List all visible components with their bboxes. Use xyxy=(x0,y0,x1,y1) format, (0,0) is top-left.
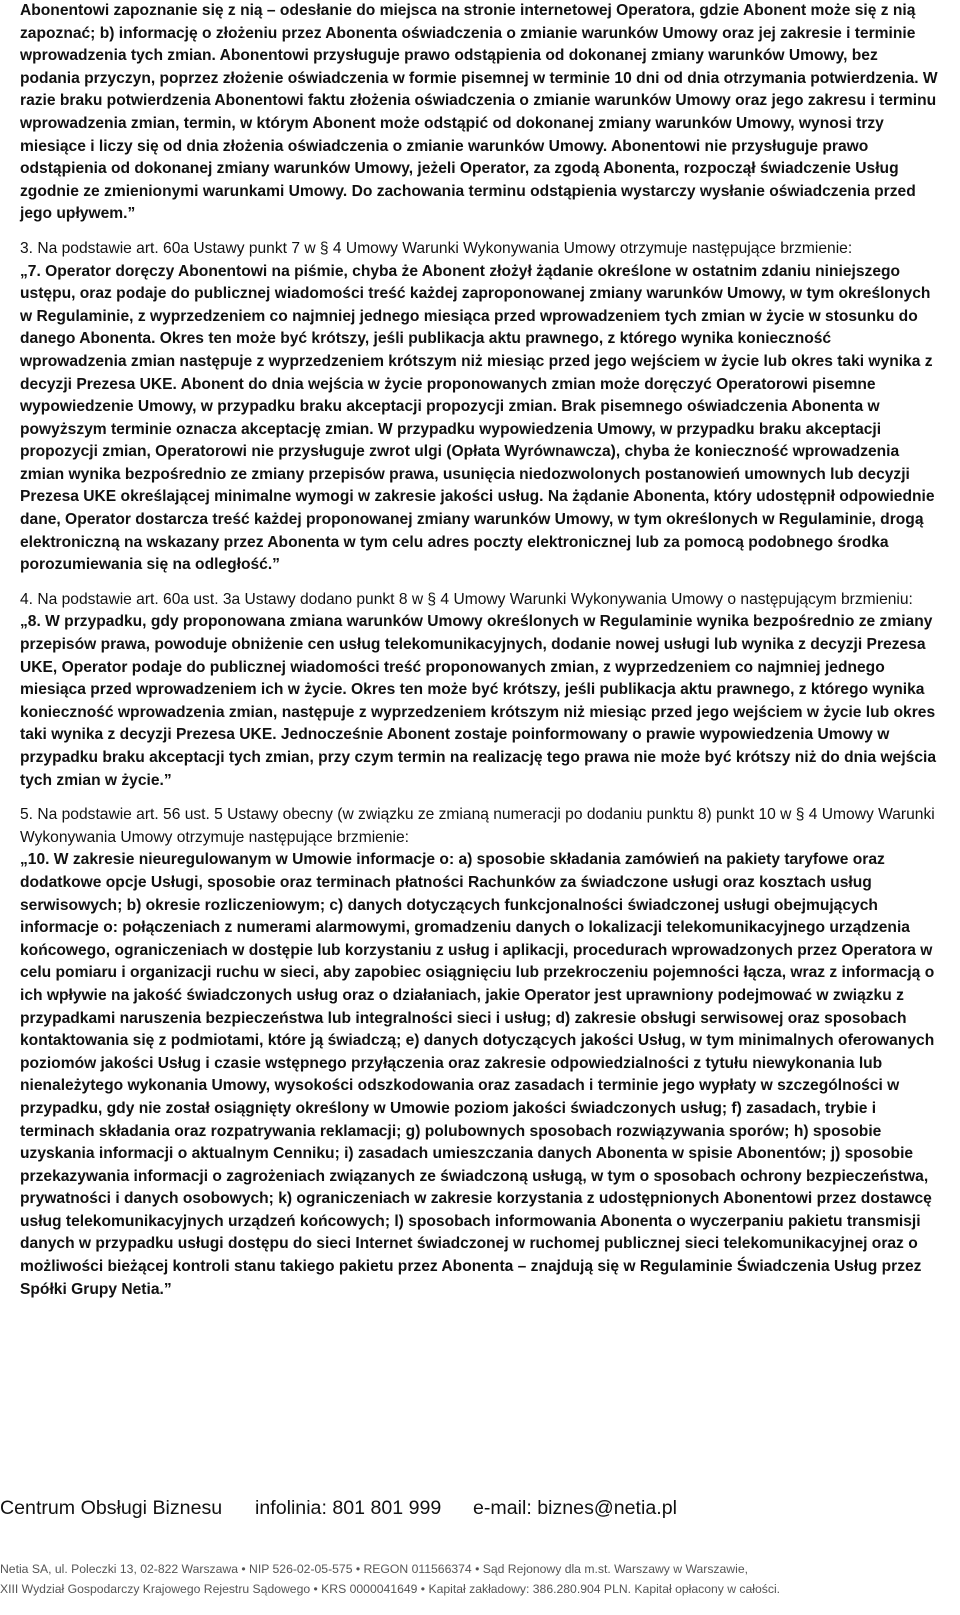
clause-intro xyxy=(20,804,938,849)
clause-body: „8. W przypadku, gdy proponowana zmiana warunków Umowy określonych w Regulaminie wynika bezpośrednio ze zmiany przepisów prawa, powoduje obniżenie cen usług telekomunikacyjnych, dodanie nowej usługi lub wynika z decyzji Prezesa UKE, Operator podaje do publicznej wiadomości treść proponowanych zmian, z wyprzedzeniem co najmniej jednego miesiąca przed wprowadzeniem ich w życie. Okres ten może być krótszy, jeśli publikacja aktu prawnego, z którego wynika konieczność wprowadzenia zmian, następuje z wyprzedzeniem krótszym niż miesiąc przed jego wejściem w życie lub okres taki wynika z decyzji Prezesa UKE. Jednocześnie Abonent zostaje poinformowany o prawie wypowiedzenia Umowy w przypadku braku akceptacji tych zmian, przy czym termin na realizację tego prawa nie może być krótszy niż do dnia wejścia tych zmian w życie.” xyxy=(20,613,937,789)
footer-contact xyxy=(0,1497,960,1520)
clause-body: „10. W zakresie nieuregulowanym w Umowie informacje o: a) sposobie składania zamówień na pakiety taryfowe oraz dodatkowe opcje Usługi, sposobie oraz terminach płatności Rachunków za świadczone usługi oraz kosztach usług serwisowych; b) okresie rozliczeniowym; c) danych dotyczących funkcjonalności świadczonej usługi obejmujących informacje o: połączeniach z numerami alarmowymi, gromadzeniu danych o lokalizacji telekomunikacyjnego urządzenia końcowego, ograniczeniach w dostępie lub korzystaniu z usług i aplikacji, procedurach wprowadzonych przez Operatora w celu pomiaru i organizacji ruchu w sieci, aby zapobiec osiągnięciu lub przekroczeniu pojemności łącza, wraz z informacją o ich wpływie na jakość świadczonych usług oraz o działaniach, jakie Operator jest uprawniony podejmować w związku z przypadkami naruszenia bezpieczeństwa lub integralności sieci i usług; d) zakresie obsługi serwisowej oraz sposobach kontaktowania się z podmiotami, które ją świadczą; e) danych dotyczących jakości Usług, w tym minimalnych oferowanych poziomów jakości Usług i czasie wstępnego przyłączenia oraz zakresie odpowiedzialności z tytułu niewykonania lub nienależytego wykonania Umowy, wysokości odszkodowania oraz zasadach i terminie jego wypłaty w szczególności w przypadku, gdy nie został osiągnięty określony w Umowie poziom jakości świadczonych usług; f) zasadach, trybie i terminach składania oraz rozpatrywania reklamacji; g) polubownych sposobach rozwiązywania sporów; h) sposobie uzyskania informacji o aktualnym Cenniku; i) zasadach umieszczania danych Abonenta w spisie Abonentów; j) sposobie przekazywania informacji o zagrożeniach związanych ze świadczoną usługą, w tym o sposobach ochrony bezpieczeństwa, prywatności i danych osobowych; k) ograniczeniach w zakresie korzystania z udostępnionych Abonentowi przez dostawcę usług telekomunikacyjnych urządzeń końcowych; l) sposobach informowania Abonenta o wyczerpaniu pakietu transmisji danych w przypadku usługi dostępu do sieci Internet świadczonej w ruchomej publicznej sieci telekomunikacyjnej oraz o możliwości bieżącej kontroli stanu takiego pakietu przez Abonenta – znajdują się w Regulaminie Świadczenia Usług przez Spółki Grupy Netia.” xyxy=(20,851,935,1298)
clause-intro-text: Na podstawie art. 60a Ustawy punkt 7 w § 4 Umowy Warunki Wykonywania Umowy otrzymuje następujące brzmienie: xyxy=(37,239,853,257)
footer-email: e-mail: biznes@netia.pl xyxy=(473,1497,677,1519)
clause-number: 5. xyxy=(20,806,34,824)
footer-hotline: infolinia: 801 801 999 xyxy=(255,1497,442,1519)
footer-center-name: Centrum Obsługi Biznesu xyxy=(0,1497,223,1519)
continuation-paragraph: Abonentowi zapoznanie się z nią – odesłanie do miejsca na stronie internetowej Operatora, gdzie Abonent może się z nią zapoznać; b) informację o złożeniu przez Abonenta oświadczenia o zmianie warunków Umowy oraz jej zakresie i terminie wprowadzenia tych zmian. Abonentowi przysługuje prawo odstąpienia od dokonanej zmiany warunków Umowy, bez podania przyczyn, poprzez złożenie oświadczenia w formie pisemnej w terminie 10 dni od dnia otrzymania potwierdzenia. W razie braku potwierdzenia Abonentowi faktu złożenia oświadczenia o zmianie warunków Umowy oraz jego zakresu i terminu wprowadzenia zmian, termin, w którym Abonent może odstąpić od dokonanej zmiany warunków Umowy, wynosi trzy miesiące i liczy się od dnia złożenia oświadczenia o zmianie warunków Umowy. Abonentowi nie przysługuje prawo odstąpienia od dokonanej zmiany warunków Umowy, jeżeli Operator, za zgodą Abonenta, rozpoczął świadczenie Usług zgodnie ze zmienionymi warunkami Umowy. Do zachowania terminu odstąpienia wystarczy wysłanie oświadczenia przed jego upływem.” xyxy=(20,2,938,223)
footer-legal-line: XIII Wydział Gospodarczy Krajowego Rejestru Sądowego • KRS 0000041649 • Kapitał zakładowy: 386.280.904 PLN. Kapitał opłacony w całości. xyxy=(0,1582,781,1596)
document-body xyxy=(20,0,938,1301)
clause-intro xyxy=(20,589,938,612)
clause-item-4 xyxy=(20,589,938,792)
clause-number: 4. xyxy=(20,590,34,608)
footer-legal-line: Netia SA, ul. Poleczki 13, 02-822 Warszawa • NIP 526-02-05-575 • REGON 011566374 • Sąd Rejonowy dla m.st. Warszawy w Warszawie, xyxy=(0,1562,748,1576)
clause-intro-text: Na podstawie art. 56 ust. 5 Ustawy obecny (w związku ze zmianą numeracji po dodaniu punktu 8) punkt 10 w § 4 Umowy Warunki Wykonywania Umowy otrzymuje następujące brzmienie: xyxy=(20,806,935,846)
clause-item-3 xyxy=(20,238,938,577)
clause-intro-text: Na podstawie art. 60a ust. 3a Ustawy dodano punkt 8 w § 4 Umowy Warunki Wykonywania Umowy o następującym brzmieniu: xyxy=(37,590,913,608)
footer-legal xyxy=(0,1559,960,1599)
clause-body: „7. Operator doręczy Abonentowi na piśmie, chyba że Abonent złożył żądanie określone w ostatnim zdaniu niniejszego ustępu, oraz podaje do publicznej wiadomości treść każdej zaproponowanej zmiany warunków Umowy, w tym określonych w Regulaminie, z wyprzedzeniem co najmniej jednego miesiąca przed wprowadzeniem tych zmian w życie w stosunku do danego Abonenta. Okres ten może być krótszy, jeśli publikacja aktu prawnego, z którego wynika konieczność wprowadzenia zmian następuje z wyprzedzeniem krótszym niż miesiąc przed jego wejściem w życie lub okres taki wynika z decyzji Prezesa UKE. Abonent do dnia wejścia w życie proponowanych zmian może doręczyć Operatorowi pisemne wypowiedzenie Umowy, w przypadku braku akceptacji propozycji zmian. Brak pisemnego oświadczenia Abonenta w powyższym terminie oznacza akceptację zmian. W przypadku wypowiedzenia Umowy, w przypadku braku akceptacji propozycji zmian, Operatorowi nie przysługuje zwrot ulgi (Opłata Wyrównawcza), chyba że konieczność wprowadzenia zmian wynika bezpośrednio ze zmiany przepisów prawa, usunięcia niedozwolonych postanowień umownych lub decyzji Prezesa UKE określającej minimalne wymogi w zakresie jakości usług. Na żądanie Abonenta, który udostępnił odpowiednie dane, Operator dostarcza treść każdej proponowanej zmiany warunków Umowy, w tym określonych w Regulaminie, drogą elektroniczną na wskazany przez Abonenta w tym celu adres poczty elektronicznej lub za pomocą podobnego środka porozumiewania się na odległość.” xyxy=(20,262,935,574)
clause-item-5 xyxy=(20,804,938,1301)
clause-intro xyxy=(20,238,938,261)
clause-number: 3. xyxy=(20,239,34,257)
